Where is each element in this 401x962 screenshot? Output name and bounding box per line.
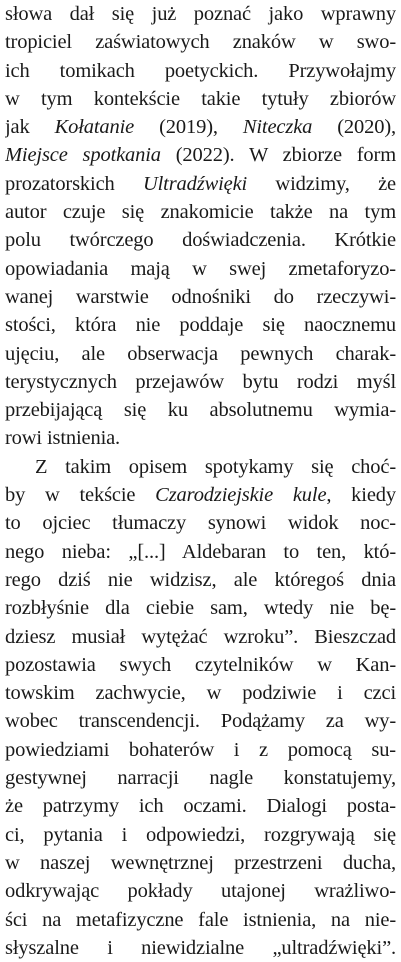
- text-run: (2020),: [312, 116, 396, 139]
- text-run: rego dziś nie widzisz, ale któregoś dnia: [5, 568, 396, 591]
- text-run: polu twórczego doświadczenia. Krótkie: [5, 229, 396, 252]
- text-line: [5, 57, 396, 85]
- paragraph-2: [5, 453, 396, 962]
- text-line: [5, 566, 396, 594]
- text-run: powiedziami bohaterów i z pomocą su-: [5, 738, 396, 761]
- text-line: [5, 170, 396, 198]
- text-line: [5, 679, 396, 707]
- italic-title: Miejsce spotkania: [5, 144, 161, 167]
- text-run: odkrywając pokłady utajonej wrażliwo-: [5, 880, 396, 903]
- italic-title: Ultradźwięki: [142, 172, 248, 195]
- text-run: dziesz musiał wytężać wzroku”. Bieszczad: [5, 625, 396, 648]
- text-line: [5, 340, 396, 368]
- text-run: stości, która nie poddaje się naocznemu: [5, 314, 396, 337]
- text-line: [5, 368, 396, 396]
- text-run: tropiciel zaświatowych znaków w swo-: [5, 31, 396, 54]
- text-run: ści na metafizyczne fale istnienia, na nie-: [5, 908, 396, 931]
- text-line: [5, 255, 396, 283]
- text-run: ci, pytania i odpowiedzi, rozgrywają się: [5, 823, 396, 846]
- text-line: [5, 623, 396, 651]
- text-run: (2022). W zbiorze form: [160, 144, 396, 167]
- text-run: rozbłyśnie dla ciebie sam, wtedy nie bę-: [5, 597, 396, 620]
- italic-title: Niteczka: [242, 116, 313, 139]
- text-run: ujęciu, ale obserwacja pewnych charak-: [5, 342, 396, 365]
- text-line: [5, 736, 396, 764]
- text-run: ich tomikach poetyckich. Przywołajmy: [5, 59, 396, 82]
- text-line: [5, 906, 396, 934]
- italic-title: Kołatanie: [54, 116, 135, 139]
- text-line: [5, 424, 396, 452]
- text-line: [5, 396, 396, 424]
- text-line: [5, 453, 396, 481]
- text-line: [5, 877, 396, 905]
- text-line: [5, 792, 396, 820]
- text-run: terystycznych przejawów bytu rodzi myśl: [5, 370, 396, 393]
- italic-title: Czarodziejskie kule: [155, 484, 327, 507]
- text-run: jak: [5, 116, 55, 139]
- text-line: [5, 226, 396, 254]
- text-line: [5, 821, 396, 849]
- text-run: przebijającą się ku absolutnemu wymia-: [5, 399, 396, 422]
- text-line: [5, 707, 396, 735]
- text-line: [5, 481, 396, 509]
- text-line: [5, 764, 396, 792]
- text-run: wobec transcendencji. Podążamy za wy-: [5, 710, 396, 733]
- text-run: autor czuje się znakomicie także na tym: [5, 201, 396, 224]
- text-line: [5, 0, 396, 28]
- text-run: nego nieba: „[...] Aldebaran to ten, któ-: [5, 540, 396, 563]
- text-run: gestywnej narracji nagle konstatujemy,: [5, 767, 396, 790]
- text-run: słyszalne i niewidzialne „ultradźwięki”.: [5, 936, 396, 959]
- text-run: że patrzymy ich oczami. Dialogi posta-: [5, 795, 396, 818]
- text-run: by w tekście: [5, 484, 156, 507]
- text-run: , kiedy: [326, 484, 396, 507]
- text-run: w naszej wewnętrznej przestrzeni ducha,: [5, 851, 396, 874]
- text-line: [5, 141, 396, 169]
- text-run: widzimy, że: [247, 172, 396, 195]
- text-run: wanej warstwie odnośniki do rzeczywi-: [5, 285, 396, 308]
- text-run: pozostawia swych czytelników w Kan-: [5, 653, 396, 676]
- text-run: to ojciec tłumaczy synowi widok noc-: [5, 512, 396, 535]
- text-run: prozatorskich: [5, 172, 143, 195]
- text-line: [5, 538, 396, 566]
- text-run: rowi istnienia.: [5, 427, 121, 450]
- text-line: [5, 311, 396, 339]
- text-line: [5, 934, 396, 962]
- text-line: [5, 509, 396, 537]
- text-line: [5, 198, 396, 226]
- text-line: [5, 849, 396, 877]
- text-run: w tym kontekście takie tytuły zbiorów: [5, 87, 396, 110]
- text-line: [5, 594, 396, 622]
- text-run: opowiadania mają w swej zmetaforyzo-: [5, 257, 396, 280]
- text-line: [5, 28, 396, 56]
- text-run: Z takim opisem spotykamy się choć-: [35, 455, 396, 478]
- paragraph-1: [5, 0, 396, 453]
- text-run: towskim zachwycie, w podziwie i czci: [5, 682, 396, 705]
- text-run: słowa dał się już poznać jako wprawny: [5, 3, 396, 25]
- text-line: [5, 283, 396, 311]
- text-line: [5, 651, 396, 679]
- text-line: [5, 113, 396, 141]
- text-line: [5, 85, 396, 113]
- text-run: (2019),: [134, 116, 243, 139]
